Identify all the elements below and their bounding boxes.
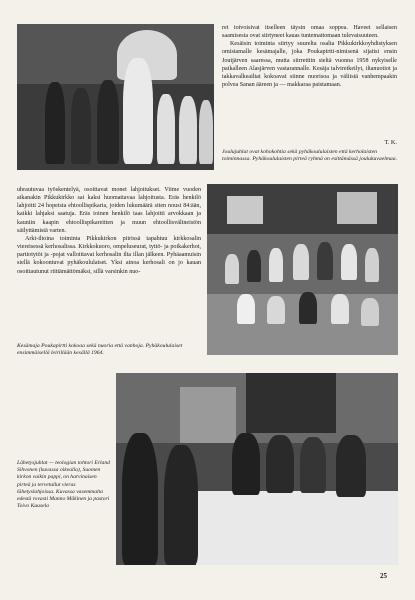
page-number: 25 <box>380 572 387 580</box>
paragraph: ret toivoisivat itselleen täysin omaa soppea. Haveet sellaisen saamisesta ovat siirtyneet kauas tuntemattomaan tulevaisuuteen. <box>222 25 397 40</box>
caption-mission-gathering: Lähetysjuhlat — teologian tohtori Erland Sihvonen (kuvassa oikealla), Suomen kirkon vaikin pappi, on harvinaisen pirteä ja tervetullut vieras lähetyslahjoissa. Kuvassa vasemmalta edestä rovasti Manno Mäkinen ja pastori Toivo Kuusela <box>17 460 110 510</box>
paragraph: Kesäisin toiminta siirtyy suurelta osalta Pikkukirkkoyhdistyksen omistamalle kesämajalle, joka Poukapirtti-nimisenä sijaitsi ensin Joutjärven saaressa, mutta siirrettiin sieltä vuonna 1958 nykyiselle paikalleen Alasjärven vastarannalle. Kesäja talviretkeilyt, iltanuotiot ja takkavalkeailtat kokoavat siinne nuorisoa ja väliistä vanhempaakin polvea Sanan ääreen ja — makkaraa paistamaan. <box>222 41 397 89</box>
paragraph: Arki-iltoina toiminta Pikkukirkon piirissä tapahtuu kirkkosalin viereisessä kerhosalissa. Kirkkokuoro, ompeluseurat, tyttö- ja poikakerhot, partiotytöt ja -pojat valloittavat kerhosalin ilta illan jälkeen. Pyhäaamuisin siellä kokoontuvat pyhäkoululaiset. Yksi ainoa kerhosali on jo kauan osoittautunut riittämättömäksi, sillä varsinkin nuo- <box>17 235 201 275</box>
caption-christmas: Joulujuhlat ovat kohokohtia sekä pyhäkoululaisten että kerholaisten toiminnassa. Pyhäkoululaisten pirteä ryhmä on esittämässä joulukuvaelmaa. <box>222 149 398 163</box>
photo-mission-gathering <box>116 373 398 565</box>
caption-summer-camp: Kesämaja Poukapirtti kokoaa sekä nuoria että vanhoja. Pyhäkoululaiset ensimmäisellä leirillään kesällä 1964. <box>17 343 183 357</box>
photo-summer-camp <box>207 184 398 355</box>
article-text-middle-left <box>17 186 201 276</box>
photo-christmas-pageant <box>17 24 214 170</box>
paragraph: uhrautuvaa työskentelyä, osoittavat monet lahjoitukset. Viime vuoden aikanakin Pikkukirkko sai kaksi huomattavaa lahjoitusta. Eräs henkilö lahjoitti 24 hopeista ehtoollispikaria, joiden lukumäärä siten nousi 84:ään, kaikki lahjaksi saatuja. Eräs toinen henkilö taas lahjoitti arvokkaan ja kauniin kaapin ehtoollispikareitten ja muun ehtoollisvälineistön säilyttämistä varten. <box>17 187 201 234</box>
author-signature: T. K. <box>384 139 397 146</box>
article-text-top-right <box>222 24 397 89</box>
